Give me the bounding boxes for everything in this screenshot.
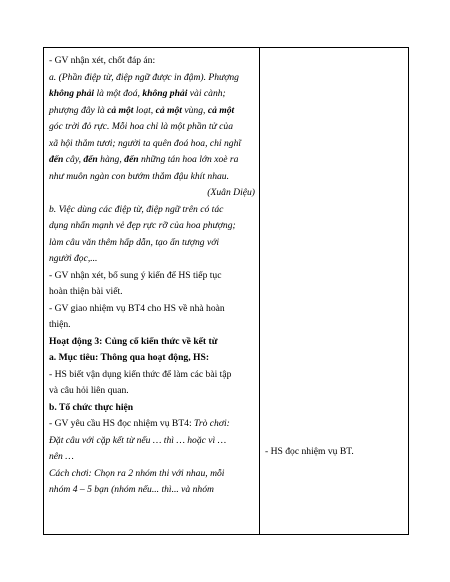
text-line: và câu hỏi liên quan. bbox=[49, 385, 129, 396]
text-span: - GV yêu cầu HS đọc nhiệm vụ BT4: bbox=[49, 418, 195, 429]
section-subheading: b. Tổ chức thực hiện bbox=[49, 401, 134, 413]
text-line: Cách chơi: Chọn ra 2 nhóm thi với nhau, mỗi bbox=[49, 467, 225, 479]
bold-phrase: cả một bbox=[107, 104, 134, 116]
text-line: xã hội thắm tươi; người ta quên đoá hoa, chỉ nghĩ bbox=[49, 137, 242, 149]
text-line: làm câu văn thêm hấp dẫn, tạo ấn tượng với bbox=[49, 236, 220, 248]
bold-phrase: đến bbox=[83, 154, 98, 165]
text-line: dụng nhấn mạnh vẻ đẹp rực rỡ của hoa phượng; bbox=[49, 220, 236, 231]
text-line: - GV giao nhiệm vụ BT4 cho HS về nhà hoàn bbox=[49, 302, 225, 314]
text-line: góc trời đỏ rực. Mỗi hoa chỉ là một phần tử của bbox=[49, 121, 233, 132]
section-subheading: a. Mục tiêu: Thông qua hoạt động, HS: bbox=[49, 352, 210, 363]
text-line: như muôn ngàn con bướm thắm đậu khít nhau. bbox=[49, 170, 229, 182]
bold-phrase: đến bbox=[49, 154, 64, 165]
text-span: vùng, bbox=[181, 104, 208, 116]
bold-phrase: cả một bbox=[155, 104, 182, 116]
text-line: Đặt câu với cặp kết từ nếu … thì … hoặc vì … bbox=[49, 434, 227, 446]
text-line: - HS biết vận dụng kiến thức để làm các bài tập bbox=[49, 368, 232, 380]
text-line: nhóm 4 – 5 bạn (nhóm nếu... thì... và nhóm bbox=[49, 484, 214, 495]
italic-phrase: Trò chơi: bbox=[194, 418, 230, 429]
section-heading: Hoạt động 3: Củng cố kiến thức về kết từ bbox=[49, 335, 218, 347]
text-span: hàng, bbox=[97, 154, 125, 165]
text-line: b. Việc dùng các điệp từ, điệp ngữ trên có tác bbox=[49, 203, 224, 215]
text-line: - HS đọc nhiệm vụ BT. bbox=[265, 446, 354, 457]
text-span: cây, bbox=[63, 154, 84, 165]
bold-phrase: không phải bbox=[142, 88, 188, 99]
column-divider bbox=[259, 48, 260, 534]
bold-phrase: đến bbox=[124, 154, 139, 165]
text-span: vài cành; bbox=[187, 88, 226, 99]
text-span: là một đoá, bbox=[94, 88, 143, 99]
text-line: - GV nhận xét, chốt đáp án: bbox=[49, 55, 156, 66]
text-line: hoàn thiện bài viết. bbox=[49, 286, 123, 297]
text-line bbox=[49, 86, 255, 103]
text-line: người đọc,... bbox=[49, 253, 98, 264]
text-span: loạt, bbox=[133, 104, 156, 116]
bold-phrase: cả một bbox=[207, 104, 235, 116]
text-line bbox=[49, 152, 255, 169]
text-span: a. (Phần điệp từ, điệp ngữ được in đậm). Phượng bbox=[49, 71, 239, 83]
student-activity-column bbox=[265, 444, 405, 461]
text-line bbox=[49, 103, 255, 120]
author-credit: (Xuân Diệu) bbox=[207, 187, 255, 198]
text-line: thiện. bbox=[49, 319, 71, 330]
teacher-activity-column bbox=[49, 53, 255, 499]
lesson-table bbox=[43, 47, 409, 535]
text-line bbox=[49, 70, 255, 87]
text-line bbox=[49, 416, 255, 433]
text-span: những tán hoa lớn xoè ra bbox=[138, 154, 239, 165]
text-span: phượng đây là bbox=[49, 104, 108, 116]
text-line: nên … bbox=[49, 451, 74, 462]
bold-phrase: không phải bbox=[49, 88, 95, 99]
text-line: - GV nhận xét, bổ sung ý kiến để HS tiếp tục bbox=[49, 269, 222, 281]
